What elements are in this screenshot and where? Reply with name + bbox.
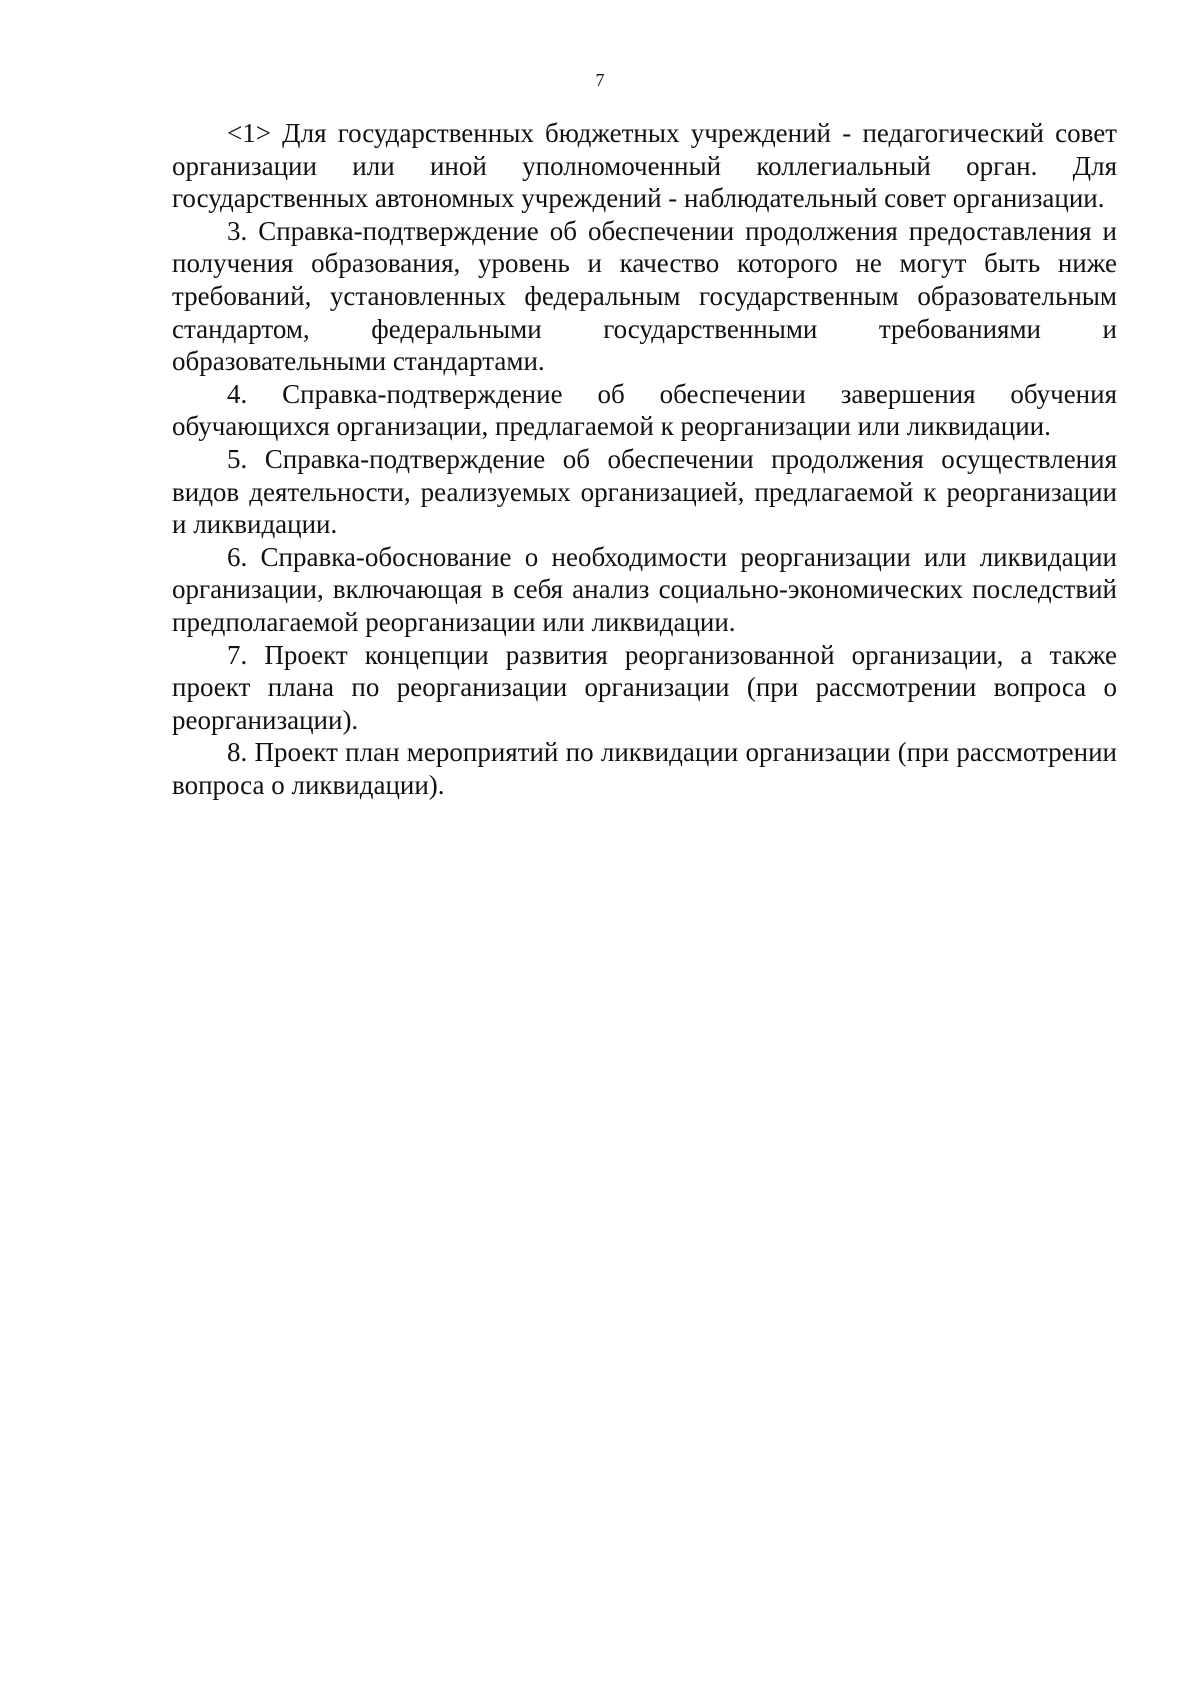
- list-item-3: 3. Справка-подтверждение об обеспечении продолжения предоставления и получения образования, уровень и качество которого не могут быть ниже требований, установленных федеральным государственным образовательным стандартом, федеральными государственными требованиями и образовательными стандартами.: [172, 215, 1117, 377]
- list-item-6: 6. Справка-обоснование о необходимости реорганизации или ликвидации организации, включающая в себя анализ социально-экономических последствий предполагаемой реорганизации или ликвидации.: [172, 541, 1117, 637]
- list-item-5: 5. Справка-подтверждение об обеспечении продолжения осуществления видов деятельности, реализуемых организацией, предлагаемой к реорганизации и ликвидации.: [172, 443, 1117, 540]
- footnote-paragraph: <1> Для государственных бюджетных учреждений - педагогический совет организации или иной уполномоченный коллегиальный орган. Для государственных автономных учреждений - наблюдательный совет организации.: [172, 118, 1117, 214]
- page-number: 7: [595, 70, 605, 90]
- list-item-4: 4. Справка-подтверждение об обеспечении завершения обучения обучающихся организации, предлагаемой к реорганизации или ликвидации.: [172, 378, 1117, 442]
- list-item-7: 7. Проект концепции развития реорганизованной организации, а также проект плана по реорганизации организации (при рассмотрении вопроса о реорганизации).: [172, 639, 1117, 735]
- document-body: [172, 117, 1117, 801]
- list-item-8: 8. Проект план мероприятий по ликвидации организации (при рассмотрении вопроса о ликвидации).: [172, 737, 1117, 800]
